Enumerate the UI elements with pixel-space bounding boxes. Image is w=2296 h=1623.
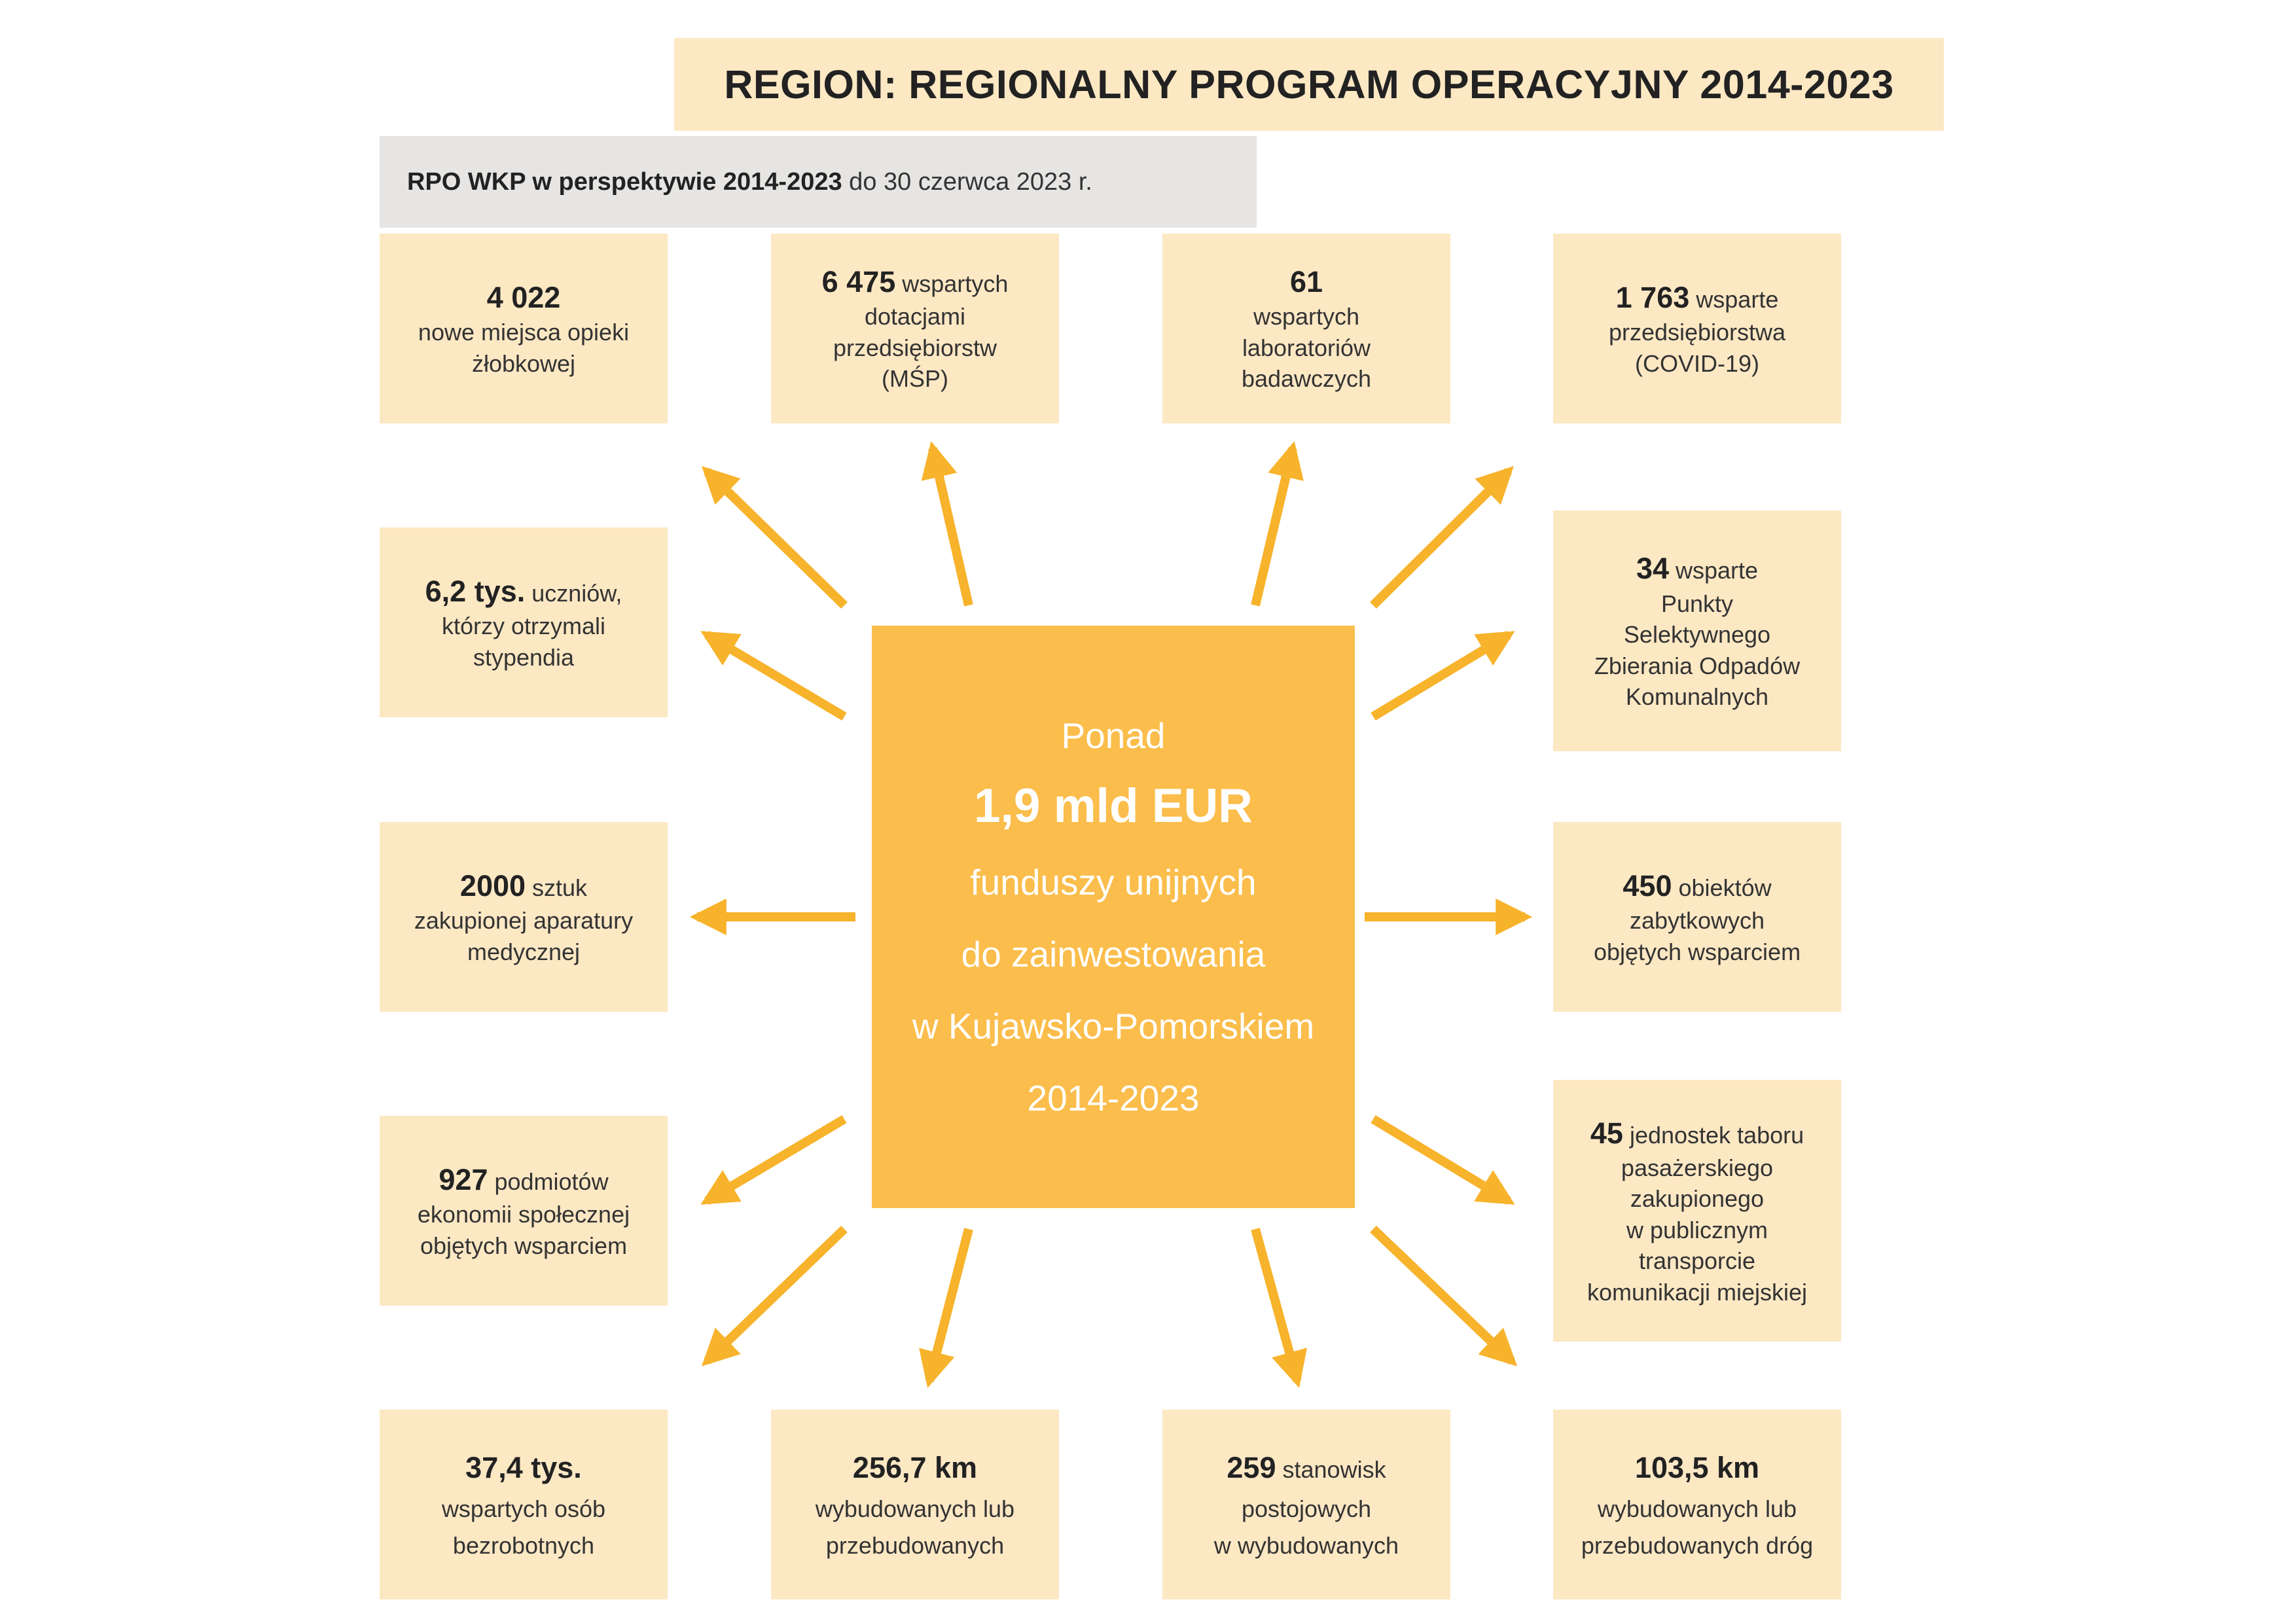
stat-box-roads	[1553, 1410, 1841, 1599]
arrow-to-unemployed	[707, 1229, 844, 1361]
stat-box-covid	[1553, 234, 1841, 423]
stat-value: 45	[1590, 1116, 1623, 1150]
stat-text: bezrobotnych	[452, 1531, 595, 1559]
arrow-to-students	[707, 635, 844, 717]
stat-value: 61	[1289, 265, 1323, 299]
arrow-to-waste	[1373, 635, 1509, 717]
stat-text: jednostek taboru	[1623, 1121, 1804, 1149]
stat-box-parking	[1162, 1410, 1450, 1599]
center-line-years: 2014-2023	[1027, 1078, 1200, 1119]
stat-text: badawczych	[1241, 365, 1372, 393]
stat-text: obiektów	[1672, 874, 1772, 901]
subtitle-bold: RPO WKP w perspektywie 2014-2023	[407, 168, 842, 196]
subtitle-rest: do 30 czerwca 2023 r.	[842, 168, 1092, 196]
stat-text: objętych wsparciem	[420, 1232, 628, 1259]
stat-text: transporcie	[1638, 1247, 1756, 1275]
stat-text: wsparte	[1669, 557, 1759, 584]
stat-text: Punkty	[1660, 590, 1734, 617]
stat-text: pasażerskiego	[1621, 1154, 1774, 1181]
stat-value: 256,7 km	[852, 1451, 978, 1485]
arrow-to-parking	[1255, 1229, 1297, 1381]
arrow-to-rail	[929, 1229, 969, 1381]
stat-text: uczniów,	[525, 579, 622, 607]
stat-text: wspartych osób	[441, 1495, 606, 1523]
arrow-to-transport	[1373, 1119, 1509, 1201]
stat-text: Zbierania Odpadów	[1594, 652, 1801, 679]
stat-value: 34	[1636, 552, 1669, 586]
stat-box-medical	[380, 822, 668, 1012]
stat-value: 1 763	[1615, 280, 1690, 314]
arrow-to-social	[707, 1119, 844, 1201]
stat-text: stypendia	[473, 643, 575, 671]
stat-box-students	[380, 527, 668, 717]
stat-text: wybudowanych lub	[1597, 1495, 1797, 1523]
stat-box-labs	[1162, 234, 1450, 423]
stat-text: wsparte	[1689, 285, 1779, 313]
center-line-ponad: Ponad	[1061, 715, 1166, 756]
stat-box-unemployed	[380, 1410, 668, 1599]
stat-text: komunikacji miejskiej	[1587, 1278, 1808, 1306]
stat-text: wspartych	[895, 270, 1009, 298]
center-line-invest: do zainwestowania	[961, 934, 1266, 975]
stat-text: Komunalnych	[1625, 683, 1769, 711]
arrow-to-roads	[1373, 1229, 1512, 1361]
center-line-region: w Kujawsko-Pomorskiem	[912, 1006, 1315, 1047]
stat-text: Selektywnego	[1623, 621, 1771, 649]
stat-text: zakupionego	[1630, 1185, 1765, 1213]
stat-text: w publicznym	[1626, 1216, 1768, 1243]
stat-text: postojowych	[1241, 1495, 1372, 1523]
stat-text: wybudowanych lub	[815, 1495, 1015, 1523]
center-funding-box	[872, 626, 1355, 1208]
center-line-funds: funduszy unijnych	[970, 862, 1257, 903]
stat-text: przedsiębiorstw	[833, 334, 997, 361]
stat-value: 2000	[459, 868, 526, 902]
stat-text: wspartych	[1253, 303, 1360, 330]
stat-box-waste	[1553, 510, 1841, 751]
arrow-to-covid	[1373, 471, 1509, 605]
stat-text: którzy otrzymali	[441, 613, 606, 640]
stat-box-transport	[1553, 1080, 1841, 1342]
stat-text: sztuk	[526, 874, 588, 901]
stat-text: w wybudowanych	[1213, 1531, 1399, 1559]
stat-value: 6,2 tys.	[425, 574, 526, 608]
stat-text: przebudowanych	[825, 1531, 1005, 1559]
stat-text: przedsiębiorstwa	[1608, 319, 1786, 346]
stat-value: 450	[1623, 868, 1672, 902]
stat-value: 103,5 km	[1634, 1451, 1760, 1485]
stat-value: 6 475	[821, 265, 896, 299]
stat-box-rail	[771, 1410, 1059, 1599]
stat-text: (COVID-19)	[1634, 349, 1760, 377]
stat-value: 4 022	[486, 280, 561, 314]
stat-box-monuments	[1553, 822, 1841, 1012]
stat-text: nowe miejsca opieki	[418, 319, 630, 346]
stat-text: żłobkowej	[471, 349, 576, 377]
stat-value: 927	[439, 1162, 488, 1196]
stat-text: zabytkowych	[1629, 907, 1765, 935]
stat-text: dotacjami	[864, 303, 966, 330]
stat-text: objętych wsparciem	[1593, 938, 1801, 965]
stat-text: przebudowanych dróg	[1581, 1531, 1814, 1559]
page-title: REGION: REGIONALNY PROGRAM OPERACYJNY 2014-2023	[724, 62, 1894, 107]
stat-text: laboratoriów	[1242, 334, 1371, 361]
stat-text: medycznej	[467, 938, 581, 965]
arrow-to-nursery	[707, 471, 844, 605]
center-amount: 1,9 mld EUR	[974, 779, 1253, 832]
stat-value: 37,4 tys.	[465, 1451, 582, 1485]
stat-box-social	[380, 1116, 668, 1306]
stat-box-nursery	[380, 234, 668, 423]
stat-box-sme	[771, 234, 1059, 423]
stat-text: zakupionej aparatury	[414, 907, 634, 935]
arrow-to-labs	[1255, 448, 1293, 605]
stat-text: podmiotów	[488, 1168, 609, 1195]
arrow-to-sme	[933, 448, 969, 605]
stat-text: stanowisk	[1276, 1456, 1386, 1484]
stat-text: (MŚP)	[882, 365, 948, 393]
stat-value: 259	[1227, 1451, 1276, 1485]
stat-text: ekonomii społecznej	[417, 1201, 630, 1228]
